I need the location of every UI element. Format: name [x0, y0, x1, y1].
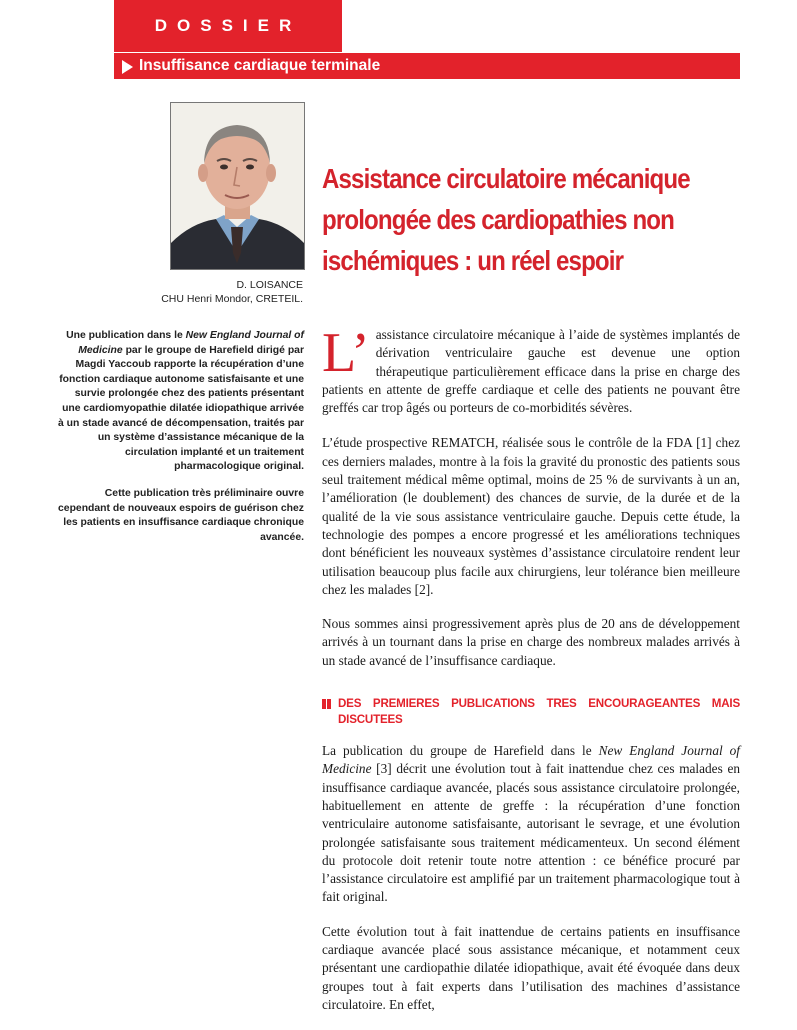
- article-title: [322, 158, 690, 281]
- section-heading: [322, 696, 740, 728]
- section-tab: [114, 0, 342, 52]
- body-paragraph: L’étude prospective REMATCH, réalisée sous le contrôle de la FDA [1] chez ces derniers malades, montre à la fois la gravité du pronostic des patients sous seul traitement médical même optimal, moins de 25 % de survivants à un an, l’amélioration (le doublement) des chances de survie, de la durée et de la qualité de la vie sous assistance ventriculaire gauche. Depuis cette étude, la technologie des pompes a encore progressé et les améliorations techniques dont bénéficient les nouveaux systèmes d’assistance circulatoire rendent leur utilisation beaucoup plus facile aux chirurgiens, leur tolérance bien meilleure chez les malades [2].: [322, 435, 740, 597]
- abstract-text: Une publication dans le: [66, 330, 186, 341]
- author-affiliation: CHU Henri Mondor, CRETEIL.: [161, 293, 303, 305]
- journal-name: New England Journal of Medicine: [322, 743, 740, 777]
- section-label: DOSSIER: [154, 16, 302, 35]
- drop-cap: L’: [322, 322, 370, 384]
- title-line: prolongée des cardiopathies non: [322, 204, 674, 235]
- author-block: [110, 278, 303, 306]
- body-paragraph: Cette évolution tout à fait inattendue de certains patients en insuffisance cardiaque avancée placé sous assistance mécanique, et notamment ceux présentant une cardiopathie dilatée idiopathique, avait été évoquée dans deux groupes tout à fait experts dans l’utilisation des machines d’assistance circulatoire. En effet,: [322, 923, 740, 1012]
- body-paragraph: [322, 742, 740, 907]
- rubric-bar: [114, 53, 740, 79]
- body-text: [3] décrit une évolution tout à fait inattendue chez ces malades en insuffisance cardiaque avancée, placés sous assistance circulatoire prolongée, habituellement en attente de greffe : la récupération d’une fonction ventriculaire autonome satisfaisante, autorisant le sevrage, et une évolution prolongée satisfaisante sous traitement médicamenteux. Un second élément du protocole doit retenir toute notre attention : ce bénéfice procuré par l’assistance circulatoire est amplifié par un traitement pharmacologique tout à fait original.: [322, 761, 740, 905]
- author-name: D. LOISANCE: [236, 279, 303, 291]
- section-heading-text: DES PREMIERES PUBLICATIONS TRES ENCOURAGEANTES MAIS DISCUTEES: [338, 697, 740, 727]
- journal-name: New England Journal of Medicine: [78, 330, 304, 356]
- triangle-right-icon: [122, 60, 133, 74]
- body-paragraph: Nous sommes ainsi progressivement après plus de 20 ans de développement arrivés à un tournant dans la prise en charge des nombreux malades arrivés à un stade avancé de l’insuffisance cardiaque.: [322, 616, 740, 668]
- abstract-paragraph: [55, 329, 304, 475]
- title-line: ischémiques : un réel espoir: [322, 245, 624, 276]
- title-line: Assistance circulatoire mécanique: [322, 163, 690, 194]
- portrait-illustration: [171, 103, 304, 269]
- author-photo: [170, 102, 305, 270]
- rubric-title: Insuffisance cardiaque terminale: [139, 57, 381, 74]
- body-text: La publication du groupe de Harefield dans le: [322, 743, 599, 759]
- article-body: [322, 322, 740, 1030]
- body-paragraph: [322, 322, 740, 417]
- abstract-sidebar: [55, 329, 304, 557]
- abstract-paragraph: Cette publication très préliminaire ouvre cependant de nouveaux espoirs de guérison chez les patients en insuffisance cardiaque chronique avancée.: [58, 487, 304, 543]
- section-marker-icon: [322, 699, 331, 709]
- abstract-text: par le groupe de Harefield dirigé par Magdi Yaccoub rapporte la récupération d’une fonction cardiaque autonome satisfaisante et une survie prolongée chez des patients présentant une cardiomyopathie dilatée idiopathique arrivée à un stade avancé de décompensation, traités par un système d’assistance mécanique de la circulation implanté et un traitement pharmacologique original.: [58, 344, 304, 473]
- body-text: assistance circulatoire mécanique à l’aide de systèmes implantés de dérivation ventriculaire gauche est devenue une option thérapeutique particulièrement efficace dans la prise en charge des patients en attente de greffe cardiaque et celle des patients ne pouvant être greffés car trop âgés ou porteurs de co-morbidités sévères.: [322, 327, 740, 416]
